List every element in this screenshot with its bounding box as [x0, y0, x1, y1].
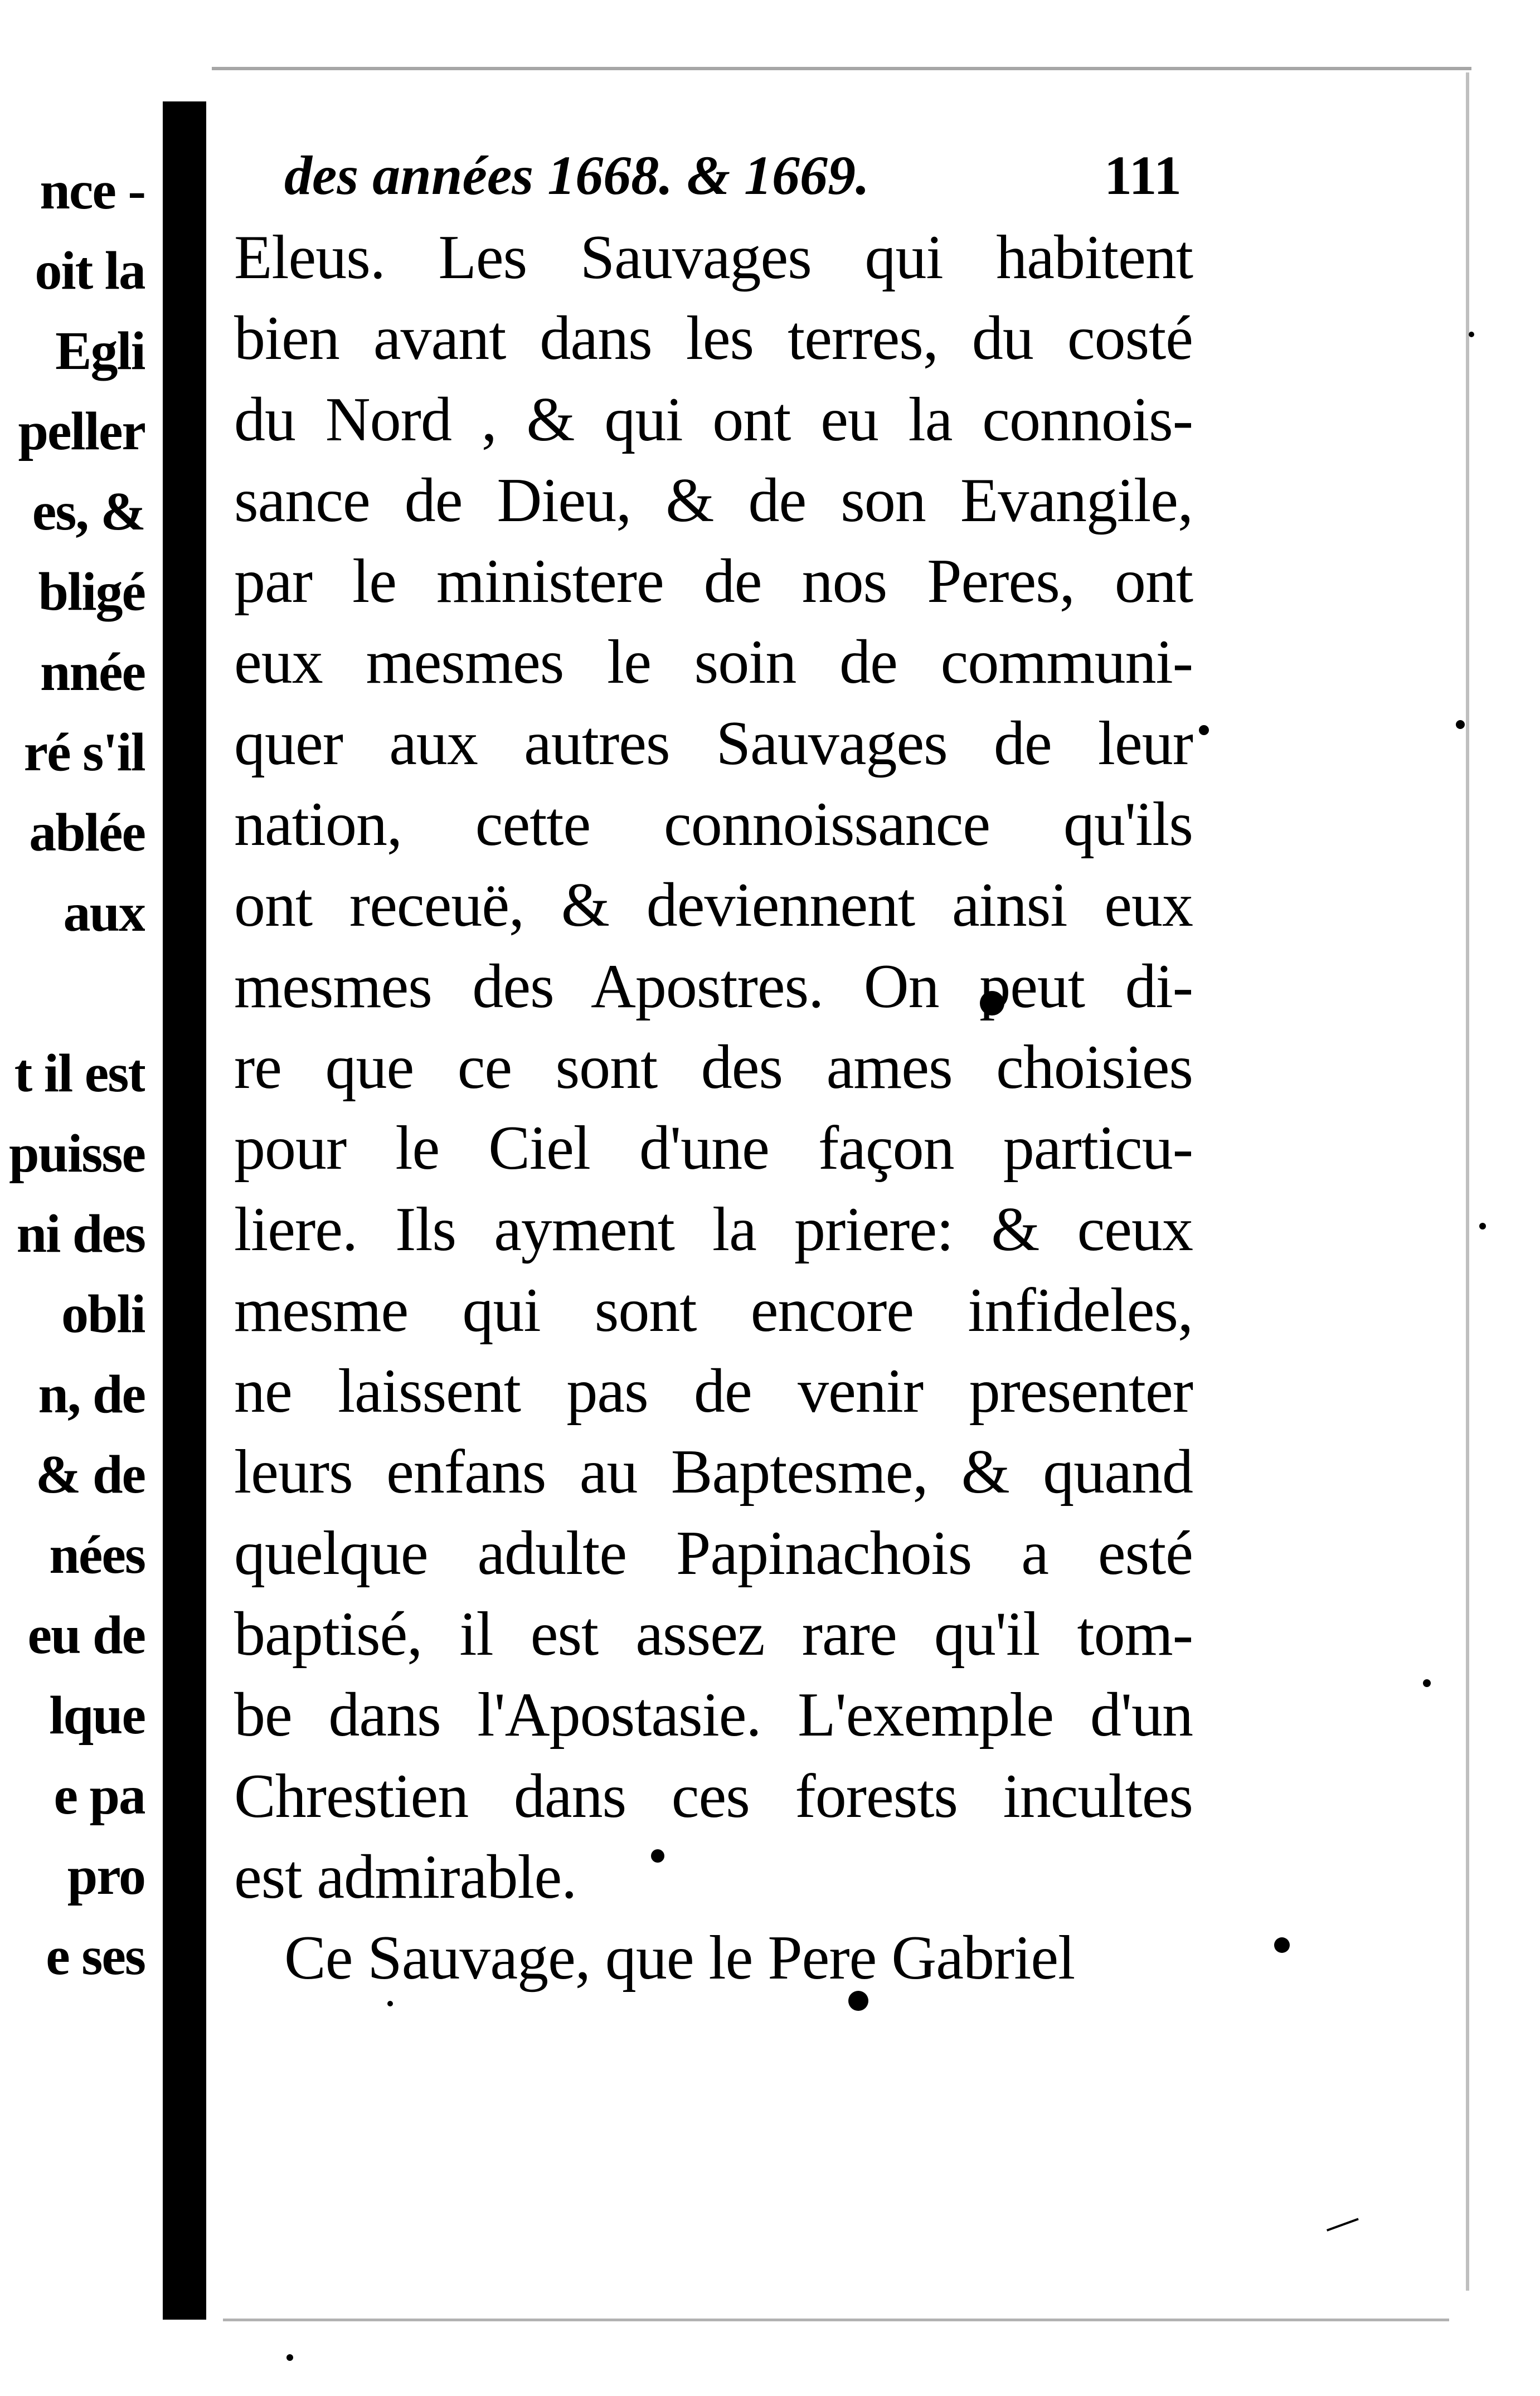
- text-line: liere. Ils ayment la priere: & ceux: [234, 1194, 1193, 1264]
- text-line: re que ce sont des ames choisies: [234, 1032, 1193, 1102]
- text-line: est admirable.: [234, 1842, 577, 1912]
- text-line: Chrestien dans ces forests incultes: [234, 1761, 1193, 1831]
- fragment-line: ni des: [16, 1204, 145, 1264]
- text-line: par le ministere de nos Peres, ont: [234, 547, 1193, 616]
- fragment-line: oit la: [35, 241, 145, 301]
- fragment-line: [0, 953, 145, 1033]
- fragment-line: ré s'il: [23, 722, 145, 783]
- fragment-line: ablée: [29, 803, 145, 863]
- fragment-line: nce -: [40, 161, 145, 221]
- fragment-line: pro: [67, 1846, 145, 1906]
- facing-page-fragments: [0, 150, 145, 1996]
- fragment-line: puisse: [8, 1124, 145, 1184]
- text-line: mesme qui sont encore infideles,: [234, 1275, 1193, 1345]
- fragment-line: nées: [49, 1525, 145, 1585]
- text-line: mesmes des Apostres. On peut di-: [234, 951, 1193, 1021]
- fragment-line: obli: [61, 1284, 145, 1344]
- fragment-line: peller: [18, 401, 145, 461]
- fragment-line: Egli: [55, 321, 145, 381]
- gutter-shadow: [163, 101, 206, 2320]
- text-line: Eleus. Les Sauvages qui habitent: [234, 223, 1193, 292]
- text-line: quer aux autres Sauvages de leur: [234, 708, 1193, 778]
- text-line: baptisé, il est assez rare qu'il tom-: [234, 1600, 1193, 1669]
- running-head: des années 1668. & 1669.: [284, 144, 869, 206]
- fragment-line: eu de: [27, 1605, 145, 1665]
- fragment-line: e pa: [54, 1766, 145, 1826]
- text-line: ne laissent pas de venir presenter: [234, 1357, 1193, 1426]
- fragment-line: & de: [35, 1445, 145, 1505]
- text-line: nation, cette connoissance qu'ils: [234, 790, 1193, 859]
- text-line: eux mesmes le soin de communi-: [234, 628, 1193, 697]
- text-line: du Nord , & qui ont eu la connois-: [234, 385, 1193, 454]
- text-line: Ce Sauvage, que le Pere Gabriel: [284, 1923, 1075, 1993]
- fragment-line: bligé: [38, 562, 145, 622]
- page-number: 111: [1104, 144, 1182, 206]
- text-line: sance de Dieu, & de son Evangile,: [234, 465, 1193, 535]
- fragment-line: t il est: [14, 1043, 145, 1104]
- fragment-line: e ses: [46, 1926, 145, 1986]
- text-line: be dans l'Apostasie. L'exemple d'un: [234, 1680, 1193, 1750]
- fragment-line: lque: [49, 1685, 145, 1746]
- text-line: pour le Ciel d'une façon particu-: [234, 1114, 1193, 1183]
- text-line: bien avant dans les terres, du costé: [234, 304, 1193, 373]
- text-line: ont receuë, & deviennent ainsi eux: [234, 871, 1193, 940]
- fragment-line: n, de: [38, 1364, 145, 1425]
- text-line: quelque adulte Papinachois a esté: [234, 1518, 1193, 1588]
- fragment-line: nnée: [40, 642, 145, 702]
- fragment-line: es, &: [32, 482, 145, 542]
- text-line: leurs enfans au Baptesme, & quand: [234, 1437, 1193, 1507]
- fragment-line: aux: [63, 883, 145, 943]
- body-text: [234, 217, 1193, 1999]
